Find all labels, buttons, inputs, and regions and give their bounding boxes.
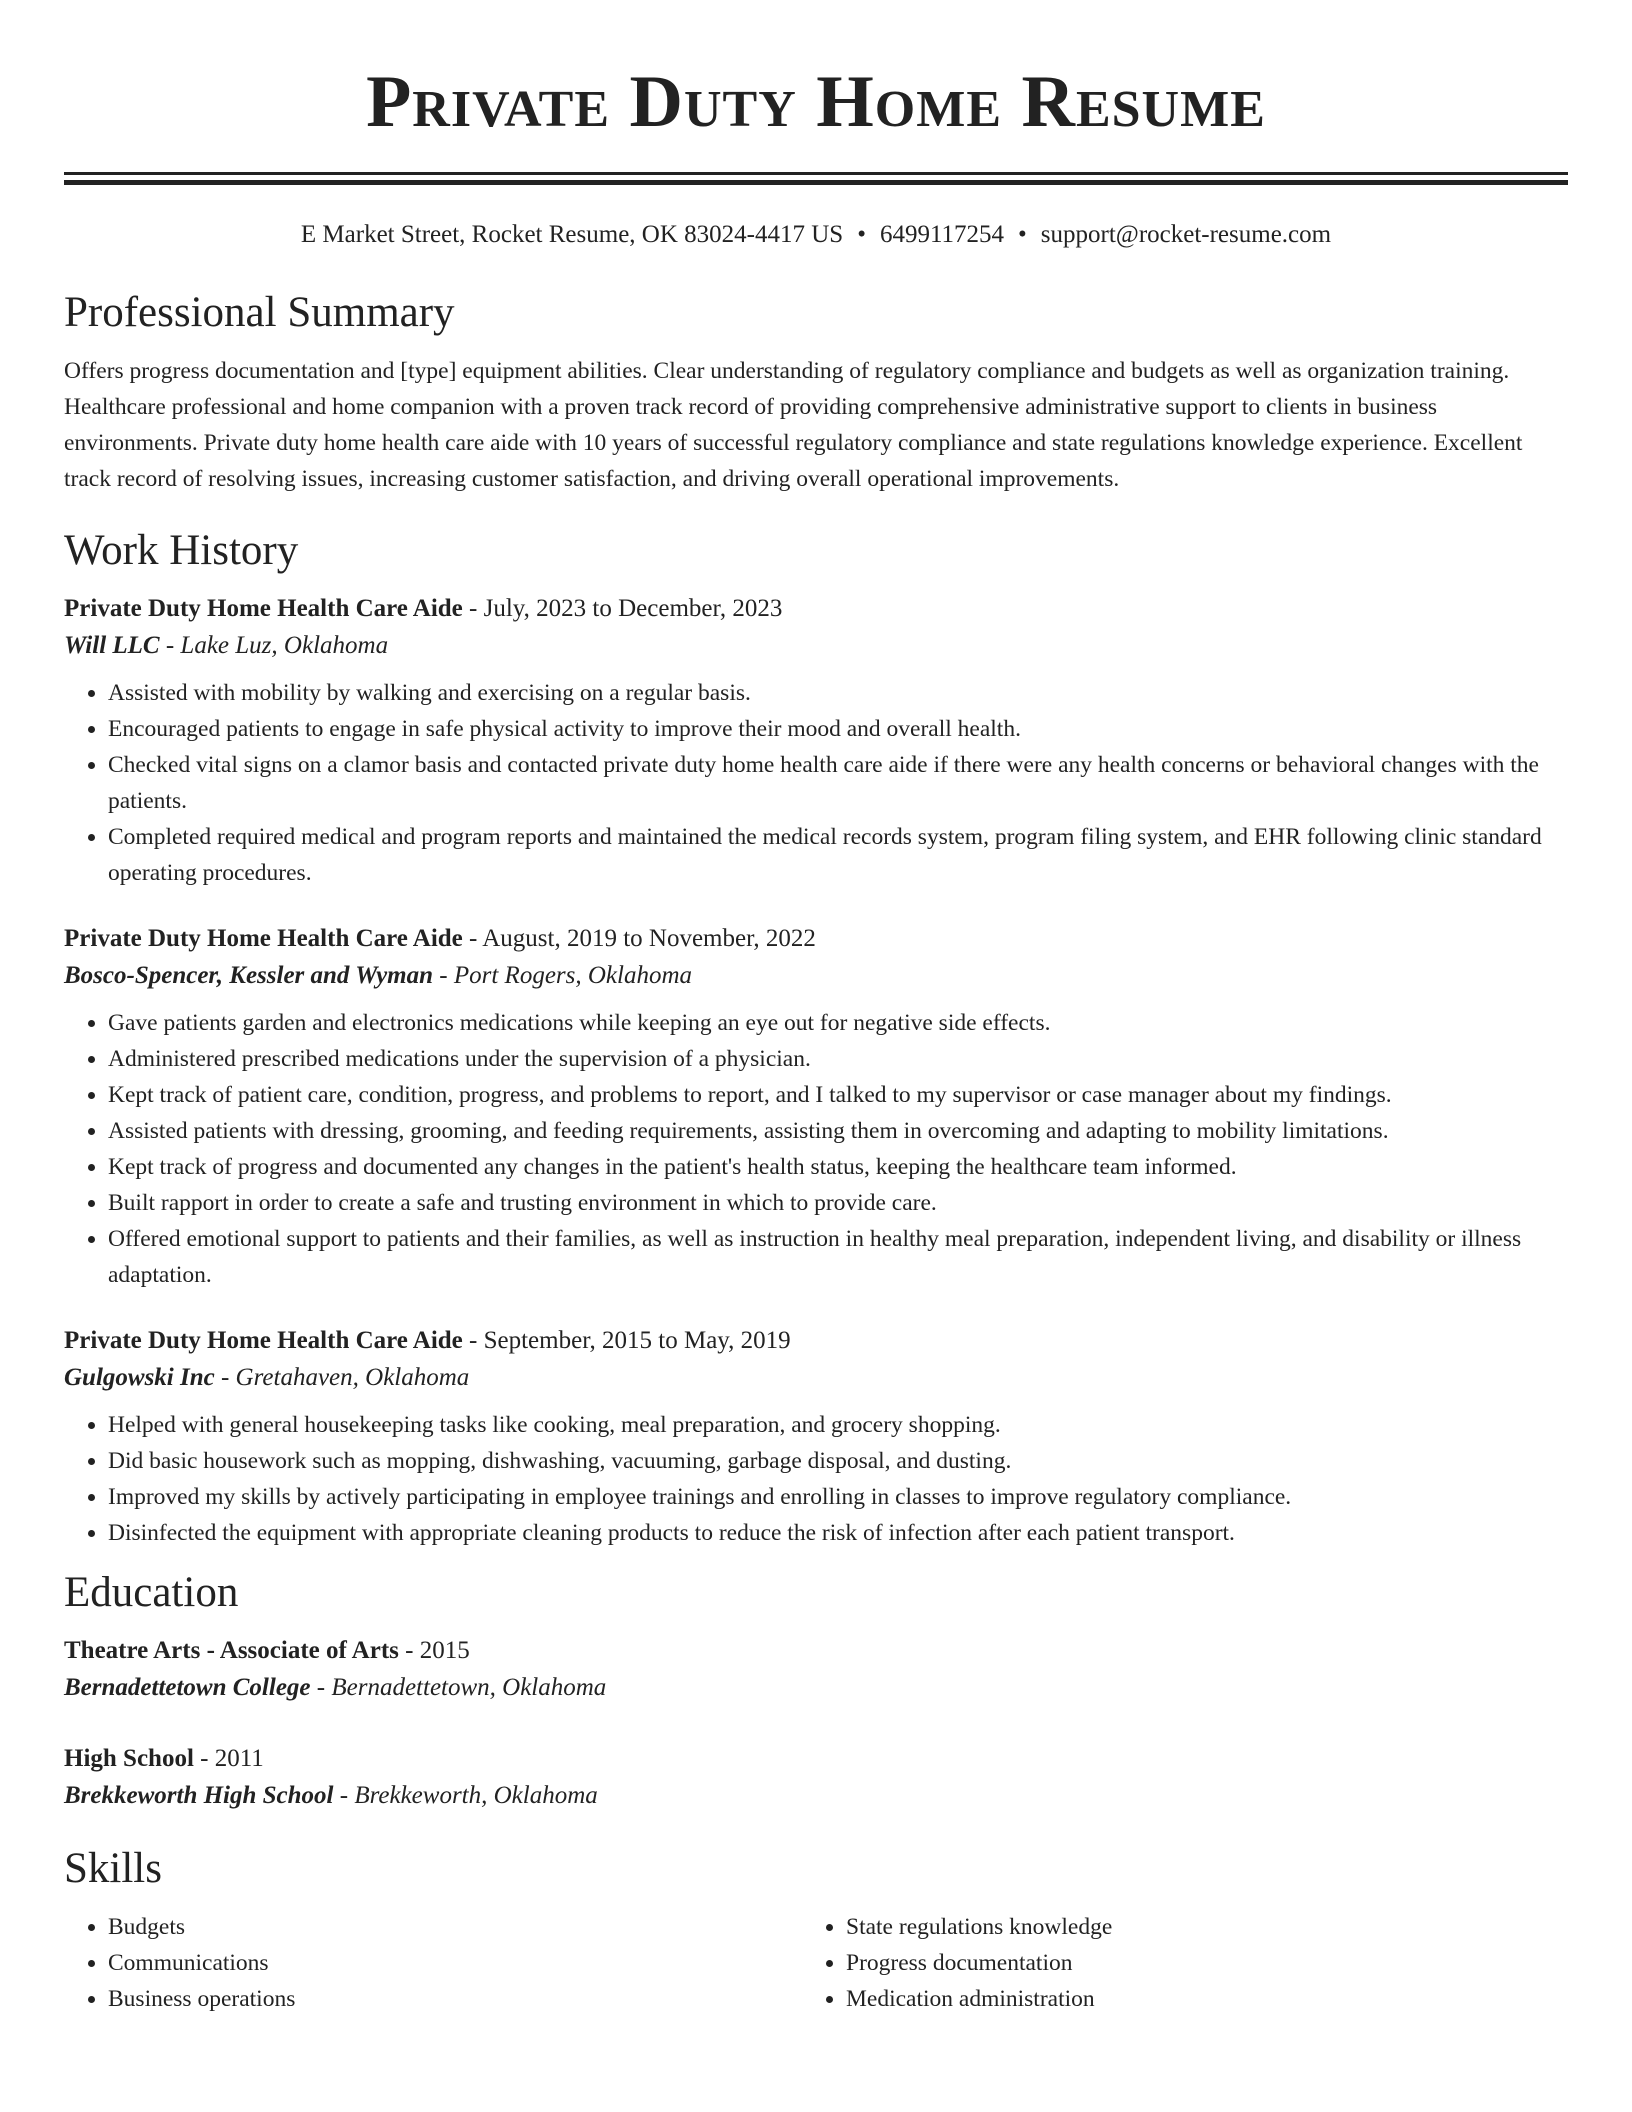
job-entry: [64, 921, 1568, 1293]
education-section: [64, 1567, 1568, 1815]
job-company-line: [64, 1359, 1568, 1397]
work-history-section: [64, 525, 1568, 1551]
job-title: Private Duty Home Health Care Aide: [64, 1327, 463, 1354]
list-item: • Improved my skills by actively participating in employee trainings and enrolling in classes to improve regulatory compliance.: [108, 1479, 1568, 1515]
education-entry: [64, 1633, 1568, 1707]
job-location: - Gretahaven, Oklahoma: [214, 1364, 470, 1391]
job-company-line: [64, 627, 1568, 665]
skills-column-left: [64, 1909, 802, 2017]
list-item: • Built rapport in order to create a safe and trusting environment in which to provide care.: [108, 1185, 1568, 1221]
resume-title: Private Duty Home Resume: [366, 61, 1266, 143]
summary-section: [64, 287, 1568, 497]
job-company: Will LLC: [64, 632, 160, 659]
list-item: • Completed required medical and program reports and maintained the medical records system, program filing system, and EHR following clinic standard operating procedures.: [108, 819, 1568, 891]
skills-heading: Skills: [64, 1845, 162, 1892]
graduation-year: - 2011: [193, 1745, 264, 1772]
job-duties-list: [64, 1407, 1568, 1551]
school-name: Brekkeworth High School: [64, 1782, 334, 1809]
list-item: • Encouraged patients to engage in safe physical activity to improve their mood and overall health.: [108, 711, 1568, 747]
job-dates: - August, 2019 to November, 2022: [462, 925, 816, 952]
skills-grid: [64, 1909, 1568, 2017]
job-title-line: [64, 1323, 1568, 1359]
degree: Theatre Arts - Associate of Arts: [64, 1637, 399, 1664]
list-item: • Assisted with mobility by walking and exercising on a regular basis.: [108, 675, 1568, 711]
job-company: Gulgowski Inc: [64, 1364, 215, 1391]
job-dates: - July, 2023 to December, 2023: [462, 595, 783, 622]
contact-email: support@rocket-resume.com: [1040, 221, 1332, 248]
degree: High School: [64, 1745, 194, 1772]
job-duties-list: [64, 1005, 1568, 1293]
skill-item: • Budgets: [108, 1909, 802, 1945]
job-entry: [64, 591, 1568, 891]
job-title-line: [64, 921, 1568, 957]
job-location: - Lake Luz, Oklahoma: [159, 632, 389, 659]
skills-column-right: [802, 1909, 1562, 2017]
skill-item: • State regulations knowledge: [846, 1909, 1562, 1945]
list-item: • Kept track of patient care, condition, progress, and problems to report, and I talked to my supervisor or case manager about my findings.: [108, 1077, 1568, 1113]
list-item: • Kept track of progress and documented any changes in the patient's health status, keeping the healthcare team informed.: [108, 1149, 1568, 1185]
graduation-year: - 2015: [398, 1637, 470, 1664]
school-location: - Brekkeworth, Oklahoma: [333, 1782, 598, 1809]
list-item: • Disinfected the equipment with appropriate cleaning products to reduce the risk of infection after each patient transport.: [108, 1515, 1568, 1551]
list-item: • Checked vital signs on a clamor basis and contacted private duty home health care aide if there were any health concerns or behavioral changes with the patients.: [108, 747, 1568, 819]
list-item: • Did basic housework such as mopping, dishwashing, vacuuming, garbage disposal, and dusting.: [108, 1443, 1568, 1479]
job-dates: - September, 2015 to May, 2019: [462, 1327, 791, 1354]
job-company-line: [64, 957, 1568, 995]
education-heading: Education: [64, 1569, 239, 1616]
job-title-line: [64, 591, 1568, 627]
contact-phone: 6499117254: [879, 221, 1005, 248]
contact-line: [64, 219, 1568, 251]
degree-line: [64, 1633, 1568, 1669]
summary-heading: Professional Summary: [64, 289, 455, 336]
job-title: Private Duty Home Health Care Aide: [64, 925, 463, 952]
list-item: • Assisted patients with dressing, grooming, and feeding requirements, assisting them in overcoming and adapting to mobility limitations.: [108, 1113, 1568, 1149]
list-item: • Helped with general housekeeping tasks like cooking, meal preparation, and grocery shopping.: [108, 1407, 1568, 1443]
skill-item: • Progress documentation: [846, 1945, 1562, 1981]
skill-item: • Medication administration: [846, 1981, 1562, 2017]
job-location: - Port Rogers, Oklahoma: [433, 962, 693, 989]
header-divider-thick: [64, 180, 1568, 185]
skill-item: • Business operations: [108, 1981, 802, 2017]
contact-separator: •: [857, 221, 866, 248]
job-duties-list: [64, 675, 1568, 891]
education-entry: [64, 1741, 1568, 1815]
school-line: [64, 1669, 1568, 1707]
job-company: Bosco-Spencer, Kessler and Wyman: [64, 962, 434, 989]
contact-separator: •: [1018, 221, 1027, 248]
school-name: Bernadettetown College: [64, 1674, 311, 1701]
header-divider-thin: [64, 172, 1568, 175]
skills-section: [64, 1843, 1568, 2017]
list-item: • Offered emotional support to patients and their families, as well as instruction in healthy meal preparation, independent living, and disability or illness adaptation.: [108, 1221, 1568, 1293]
contact-address: E Market Street, Rocket Resume, OK 83024-4417 US: [300, 221, 844, 248]
list-item: • Gave patients garden and electronics medications while keeping an eye out for negative side effects.: [108, 1005, 1568, 1041]
school-line: [64, 1777, 1568, 1815]
school-location: - Bernadettetown, Oklahoma: [310, 1674, 607, 1701]
job-title: Private Duty Home Health Care Aide: [64, 595, 463, 622]
work-history-heading: Work History: [64, 527, 299, 574]
skill-item: • Communications: [108, 1945, 802, 1981]
degree-line: [64, 1741, 1568, 1777]
job-entry: [64, 1323, 1568, 1551]
list-item: • Administered prescribed medications under the supervision of a physician.: [108, 1041, 1568, 1077]
summary-text: Offers progress documentation and [type] equipment abilities. Clear understanding of regulatory compliance and budgets as well as organization training. Healthcare professional and home companion with a proven track record of providing comprehensive administrative support to clients in business environments. Private duty home health care aide with 10 years of successful regulatory compliance and state regulations knowledge experience. Excellent track record of resolving issues, increasing customer satisfaction, and driving overall operational improvements.: [64, 358, 1523, 492]
